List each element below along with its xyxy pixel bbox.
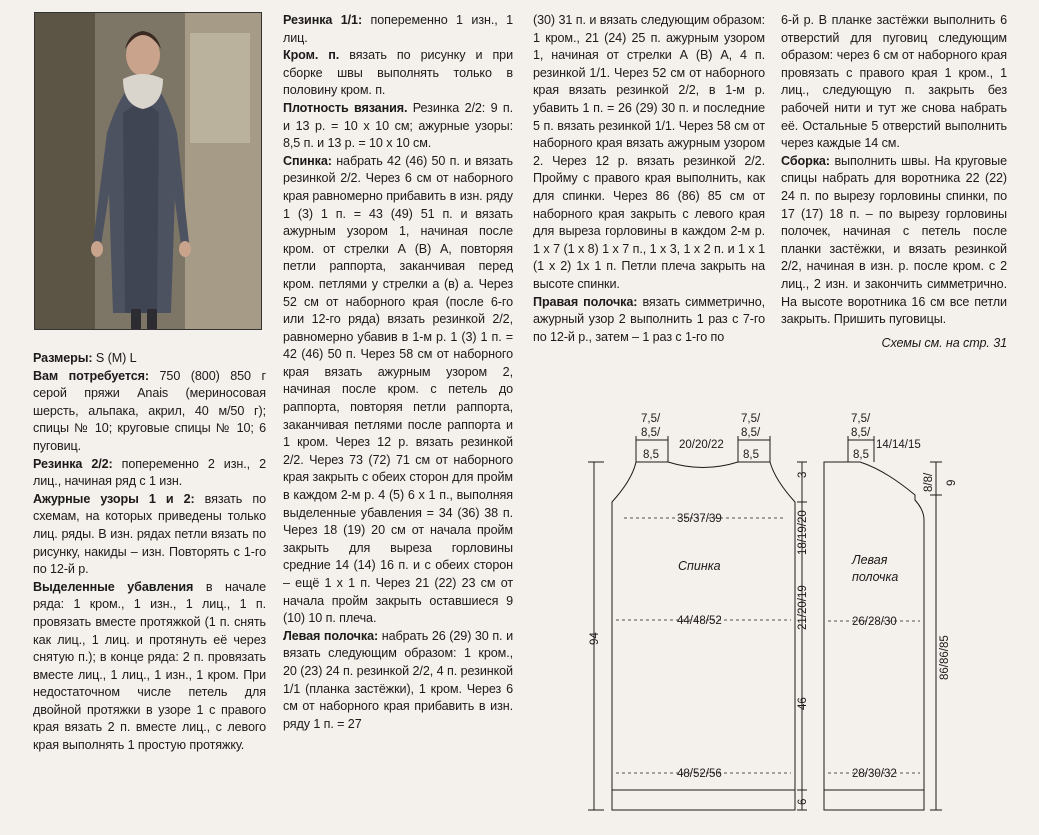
front-neck-depth-1: 8/8/: [923, 472, 935, 492]
front-title-2: полочка: [852, 570, 899, 584]
back-chest-width: 35/37/39: [677, 513, 722, 525]
right-front-continued: 6-й р. В планке застёжки выполнить 6 отверстий для пуговиц следующим образом: через 6 см от наборного края провязать с правого края 1 кром., 1 лиц., следующую п. закрыть без рабочей нити и тут же снова набрать её. Остальные 5 отверстий выполнить через каждые 14 см.: [781, 13, 1007, 151]
back-rib-height: 6: [797, 798, 809, 805]
back-armhole-height: 18/19/20: [797, 510, 809, 555]
back-shoulder-left-2: 8,5/: [641, 427, 661, 439]
back-shoulder-right-1: 7,5/: [741, 413, 761, 425]
front-mid-width: 26/28/30: [852, 616, 897, 628]
back-shoulder-right-2: 8,5/: [741, 427, 761, 439]
assembly-paragraph: Сборка: выполнить швы. На круговые спицы набрать для воротника 22 (22) 24 п. по вырезу горловины спинки, по 17 (17) 18 п. – по вырезу горловины полочек, начиная с петель после планки застёжки, и вязать резинкой 2/2, начиная в изн. р. после кром. с 2 лиц., 2 изн. и закончить симметрично. На высоте воротника 16 см все петли закрыть. Пришить пуговицы.: [781, 153, 1007, 327]
left-front-paragraph: Левая полочка: набрать 26 (29) 30 п. и вязать следующим образом: 1 кром., 20 (23) 24 п. резинкой 2/2, 4 п. резинкой 1/1 (планка застёжки), 1 кром. Через 6 см от наборного края прибавить в изн. ряду 1 п. = 27: [283, 628, 514, 731]
charts-reference: Схемы см. на стр. 31: [881, 335, 1007, 350]
sizes-paragraph: Размеры: S (M) L: [33, 351, 137, 365]
right-front-paragraph: Правая полочка: вязать симметрично, ажурный узор 2 выполнить 1 раз с 7-го по 12-й р., затем – 1 раз с 1-го по: [533, 294, 765, 344]
back-shoulder-right-3: 8,5: [743, 449, 759, 461]
front-neck-width: 14/14/15: [876, 439, 921, 451]
materials-paragraph: Вам потребуется: 750 (800) 850 г серой пряжи Anais (мериносовая шерсть, альпака, акрил, 40 м/50 г); спицы № 10; круговые спицы № 10; 6 пуговиц.: [33, 368, 266, 453]
front-title-1: Левая: [852, 553, 888, 567]
front-neck-depth-2: 9: [946, 479, 958, 486]
back-paragraph: Спинка: набрать 42 (46) 50 п. и вязать резинкой 2/2. Через 6 см от наборного края равномерно прибавить в изн. ряду 1 (3) 1 п. = 43 (49) 51 п. и вязать ажурным узором 1, начиная после кром. от стрелки А (В) А, повторяя петли раппорта, заканчивая перед кром. петлями у стрелки а (в) а. Через 52 см от наборного края (после 6-го или 12-го ряда) вязать резинкой 2/2, равномерно убавив в 1-м р. 1 (3) 1 п. = 42 (46) 50 п. Через 58 см от наборного края вязать ажурным узором 2, начиная после кром. с петель до раппорта, повторяя петли раппорта, заканчивая петлями после раппорта и 1 кром. Через 12 р. вязать резинкой 2/2. Через 73 (72) 71 см от наборного края закрыть с обеих сторон для пройм в каждом 2-м р. 4 (5) 6 х 1 п., выполняя выделенные убавления = 34 (36) 38 п. Через 18 (19) 20 см от начала пройм закрыть для выреза горловины средние 14 (14) 16 п. и с обеих сторон – ещё 1 х 1 п. Через 21 (22) 23 см от начала пройм закрыть оставшиеся 9 (10) 10 п. плеча.: [283, 153, 513, 626]
front-shoulder-1: 7,5/: [851, 413, 871, 425]
front-shoulder-2: 8,5/: [851, 427, 871, 439]
decreases-paragraph: Выделенные убавления в начале ряда: 1 кром., 1 изн., 1 лиц., 1 п. провязать вместе протяжкой (1 п. снять как лиц., 1 лиц. и протянуть её через снятую п.); в конце ряда: 2 п. провязать вместе лиц., 1 лиц., 1 изн., 1 кром. При недостаточном числе петель для двойной протяжки в узоре 1 с правого края вязать 2 п. вместе лиц., с левого края выполнять 1 простую протяжку.: [33, 579, 267, 753]
back-body-height: 46: [797, 697, 809, 710]
back-waist-width: 44/48/52: [677, 615, 722, 627]
back-shoulder-left-3: 8,5: [643, 449, 659, 461]
front-hem-width: 28/30/32: [852, 768, 897, 780]
back-shoulder-drop: 3: [797, 471, 809, 478]
back-shoulder-left-1: 7,5/: [641, 413, 661, 425]
lace-paragraph: Ажурные узоры 1 и 2: вязать по схемам, на которых приведены только лиц. ряды. В изн. рядах петли вязать по рисунку, накиды – изн. Повторять с 1-го по 12-й р.: [33, 491, 266, 577]
back-title: Спинка: [678, 559, 721, 573]
left-front-continued: (30) 31 п. и вязать следующим образом: 1 кром., 21 (24) 25 п. ажурным узором 1, начиная от стрелки А (В) А, 4 п. резинкой 1/1. Через 52 см от наборного края вязать резинкой 2/2, в 1-м р. убавить 1 п. = 26 (29) 30 п. и последние 5 п. вязать резинкой 1/1. Через 58 см от наборного края вязать ажурным узором 2. Через 12 р. вязать резинкой 2/2. Пройму с правого края выполнить, как для спинки. Через 86 (86) 85 см от наборного края закрыть с левого края для выреза горловины в каждом 2-м р. 1 х 7 (1 х 8) 1 х 7 п., 1 х 3, 1 х 2 п. и 1 х 1 (1 х 2) 1х 1 п. Петли плеча закрыть на высоте спинки.: [533, 13, 765, 291]
back-armhole-height-2: 21/20/19: [797, 585, 809, 630]
front-total-height: 86/86/85: [939, 635, 951, 680]
rib22-paragraph: Резинка 2/2: попеременно 2 изн., 2 лиц., начиная ряд с 1 изн.: [33, 456, 266, 489]
back-hem-width: 48/52/56: [677, 768, 722, 780]
back-neck-width: 20/20/22: [679, 439, 724, 451]
gauge-paragraph: Плотность вязания. Резинка 2/2: 9 п. и 13 р. = 10 х 10 см; ажурные узоры: 8,5 п. и 13 р. = 10 х 10 см.: [283, 100, 513, 151]
edge-stitch-paragraph: Кром. п. вязать по рисунку и при сборке швы выполнять только в половину кром. п.: [283, 48, 514, 98]
back-total-height: 94: [589, 632, 601, 645]
rib11-paragraph: Резинка 1/1: попеременно 1 изн., 1 лиц.: [283, 13, 513, 45]
front-shoulder-3: 8,5: [853, 449, 869, 461]
